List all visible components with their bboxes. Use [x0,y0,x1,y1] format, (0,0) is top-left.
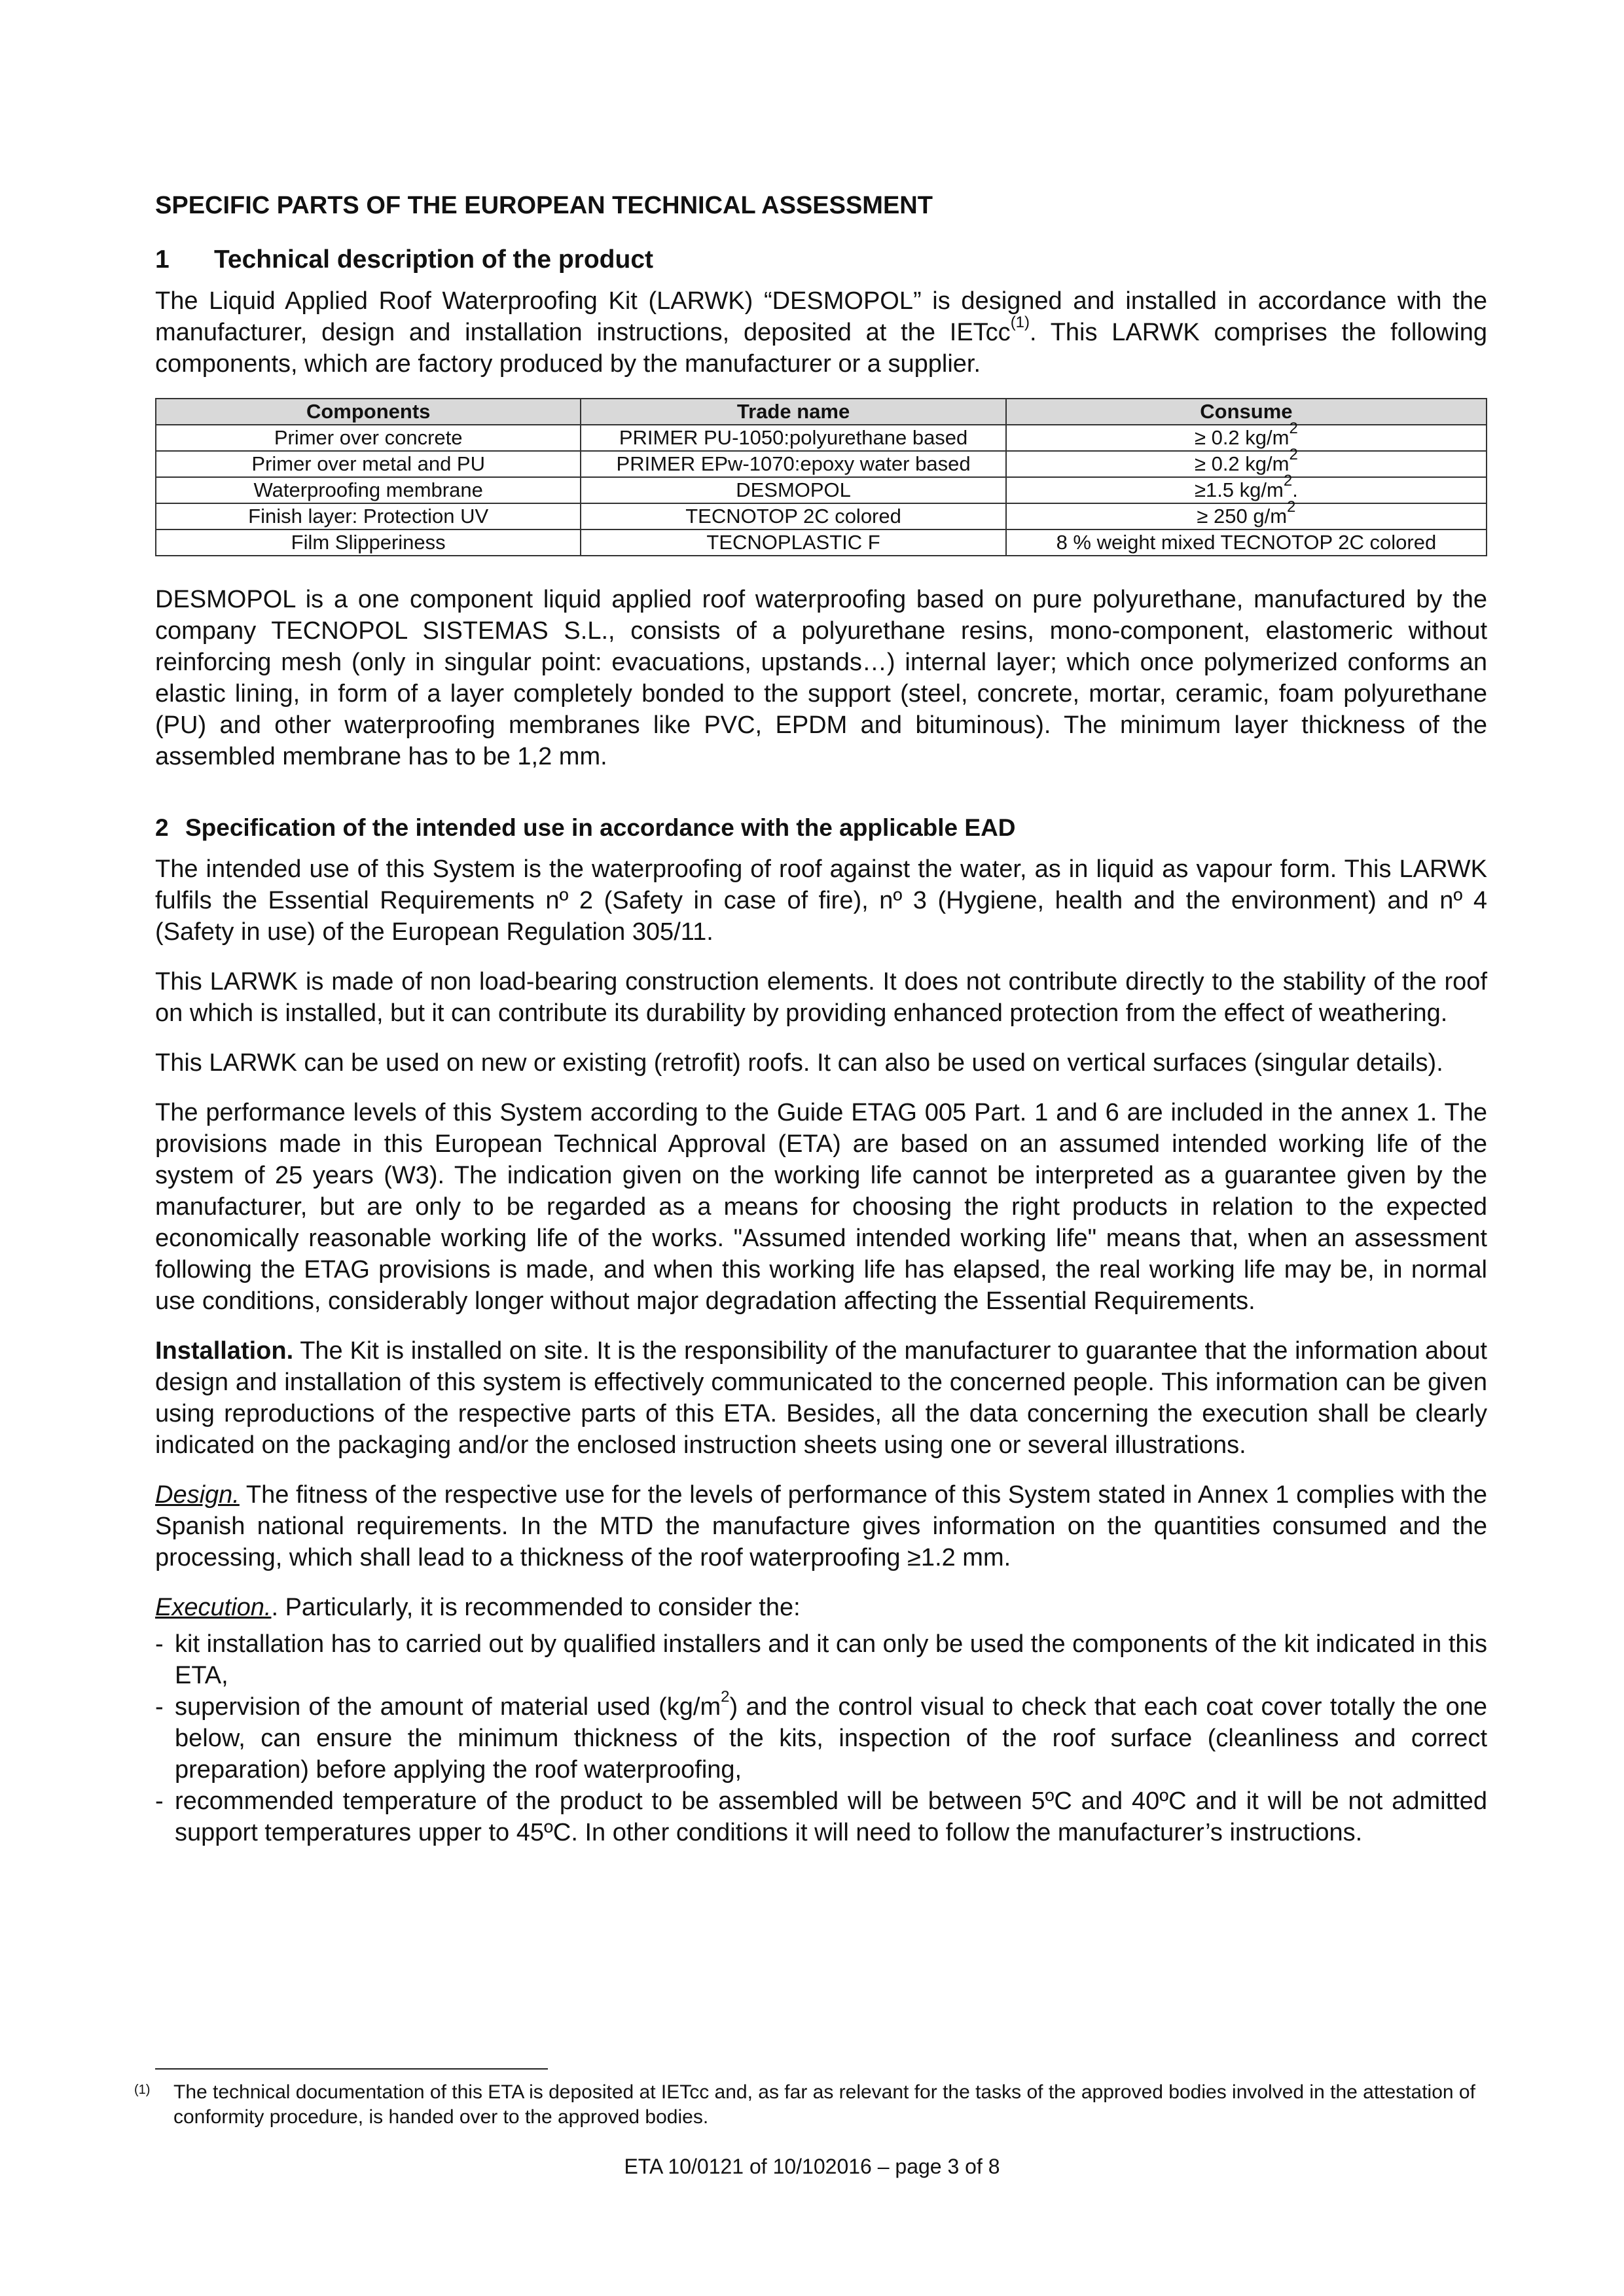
section-1-number: 1 [155,245,170,274]
consume-value: ≥ 250 g/m [1197,505,1288,528]
consume-unit-exponent: 2 [1283,471,1293,490]
execution-list [155,1628,1487,1848]
consume-suffix: . [1292,478,1298,501]
intended-use-paragraph: The intended use of this System is the waterproofing of roof against the water, as in liquid as vapour form. This LARWK fulfils the Essential Requirements nº 2 (Safety in case of fire), nº 3 (Hygiene, health and the environment) and nº 4 (Safety in use) of the European Regulation 305/11. [155,855,1487,946]
installation-text: The Kit is installed on site. It is the responsibility of the manufacturer to guarantee that the information about design and installation of this system is effectively communicated to the concerned people. This information can be given using reproductions of the respective parts of this ETA. Besides, all the data concerning the execution shall be clearly indicated on the packaging and/or the enclosed instruction sheets using one or several illustrations. [155,1337,1487,1459]
cell-consume [1006,471,1487,503]
execution-paragraph [155,1592,1487,1623]
load-bearing-paragraph: This LARWK is made of non load-bearing construction elements. It does not contribute directly to the stability of the roof on which is installed, but it can contribute its durability by providing enhanced protection from the effect of weathering. [155,968,1487,1027]
cell-trade-name: PRIMER EPw-1070:epoxy water based [581,451,1005,477]
execution-lead: Execution. [155,1594,272,1621]
consume-unit-exponent: 2 [1287,497,1296,516]
table-row [156,529,1487,556]
list-item-text: kit installation has to carried out by qualified installers and it can only be used the components of the kit indicated in this ETA, [175,1630,1487,1689]
section-1-title: Technical description of the product [214,245,653,274]
installation-lead: Installation. [155,1337,294,1365]
cell-consume [1006,529,1487,556]
page-footer: ETA 10/0121 of 10/102016 – page 3 of 8 [624,2155,1000,2178]
section-1-intro [155,285,1487,380]
intro-text-a: The Liquid Applied Roof Waterproofing Kit (LARWK) “DESMOPOL” is designed and installed in accordance with the manufacturer, design and installation instructions, deposited at the IETcc [155,287,1487,346]
consume-value: ≥ 0.2 kg/m [1194,452,1290,475]
cell-component: Waterproofing membrane [156,477,581,503]
footnote-text: The technical documentation of this ETA is deposited at IETcc and, as far as relevant for the tasks of the approved bodies involved in the attestation of conformity procedure, is handed over to the approved bodies. [173,2081,1475,2128]
execution-text: . Particularly, it is recommended to consider the: [271,1594,801,1621]
footnote-mark: (1) [134,2083,151,2097]
consume-value: 8 % weight mixed TECNOTOP 2C colored [1056,531,1437,554]
page-content [155,190,1487,1848]
table-header-row [156,399,1487,425]
cell-consume [1006,445,1487,477]
consume-value: ≥1.5 kg/m [1194,478,1284,501]
list-item [155,1688,1488,1785]
components-table [155,398,1487,556]
list-item [155,1628,1487,1691]
installation-paragraph [155,1335,1487,1461]
design-lead: Design. [155,1481,240,1509]
cell-component: Film Slipperiness [156,529,581,556]
list-item-text: supervision of the amount of material used (kg/m [175,1693,721,1721]
header-components: Components [156,399,581,425]
header-trade-name: Trade name [581,399,1005,425]
cell-consume [1006,497,1487,529]
list-item-text: recommended temperature of the product to be assembled will be between 5ºC and 40ºC and it will be not admitted support temperatures upper to 45ºC. In other conditions it will need to follow the manufacturer’s instructions. [175,1787,1487,1846]
cell-trade-name: PRIMER PU-1050:polyurethane based [581,425,1005,451]
cell-trade-name: TECNOTOP 2C colored [581,503,1005,529]
table-row [156,425,1487,451]
cell-trade-name: TECNOPLASTIC F [581,529,1005,556]
design-text: The fitness of the respective use for the levels of performance of this System stated in Annex 1 complies with the Spanish national requirements. In the MTD the manufacture gives information on the quantities consumed and the processing, which shall lead to a thickness of the roof waterproofing ≥1.2 mm. [155,1481,1487,1571]
retrofit-paragraph: This LARWK can be used on new or existing (retrofit) roofs. It can also be used on vertical surfaces (singular details). [155,1049,1443,1077]
consume-value: ≥ 0.2 kg/m [1194,426,1290,449]
intro-text-b: . This LARWK comprises the following components, which are factory produced by the manufacturer or a supplier. [155,319,1487,378]
section-2-number: 2 [155,814,169,841]
consume-unit-exponent: 2 [1289,419,1298,437]
list-item-text-continued: ) and the control visual to check that each coat cover totally the one below, can ensure the minimum thickness of the kits, inspection of the roof surface (cleanliness and correct preparation) before applying the roof waterproofing, [175,1693,1488,1784]
working-life-paragraph: The performance levels of this System according to the Guide ETAG 005 Part. 1 and 6 are included in the annex 1. The provisions made in this European Technical Approval (ETA) are based on an assumed intended working life of the system of 25 years (W3). The indication given on the working life cannot be interpreted as a guarantee given by the manufacturer, but are only to be regarded as a means for choosing the right products in relation to the expected economically reasonable working life of the works. "Assumed intended working life" means that, when an assessment following the ETAG provisions is made, and when this working life has elapsed, the real working life may be, in normal use conditions, considerably longer without major degradation affecting the Essential Requirements. [155,1099,1487,1315]
cell-component: Primer over metal and PU [156,451,581,477]
cell-component: Finish layer: Protection UV [156,503,581,529]
cell-trade-name: DESMOPOL [581,477,1005,503]
cell-component: Primer over concrete [156,425,581,451]
footnote [134,2080,1492,2130]
section-1-heading [155,243,1487,276]
page-title: SPECIFIC PARTS OF THE EUROPEAN TECHNICAL ASSESSMENT [155,192,933,219]
design-paragraph [155,1479,1487,1573]
section-2-heading [155,812,1487,844]
consume-unit-exponent: 2 [1289,445,1298,463]
footnote-divider [155,2068,548,2070]
footnote-reference: (1) [1010,314,1030,332]
cell-consume [1006,419,1487,451]
list-item [155,1785,1487,1848]
list-item-exponent: 2 [721,1688,730,1706]
table-row [156,503,1487,529]
product-description: DESMOPOL is a one component liquid applied roof waterproofing based on pure polyurethane, manufactured by the company TECNOPOL SISTEMAS S.L., consists of a polyurethane resins, mono-component, elastomeric without reinforcing mesh (only in singular point: evacuations, upstands…) internal layer; which once polymerized conforms an elastic lining, in form of a layer completely bonded to the support (steel, concrete, mortar, ceramic, foam polyurethane (PU) and other waterproofing membranes like PVC, EPDM and bituminous). The minimum layer thickness of the assembled membrane has to be 1,2 mm. [155,586,1487,770]
header-consume: Consume [1006,399,1487,425]
section-2-title: Specification of the intended use in accordance with the applicable EAD [185,814,1016,841]
